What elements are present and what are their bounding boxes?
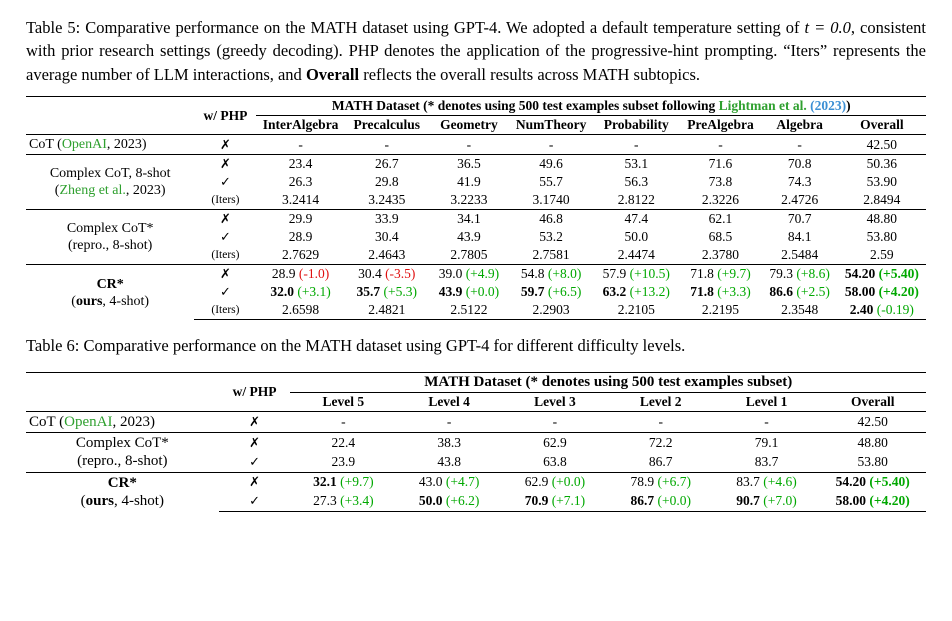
table5-cell: 29.8 <box>374 174 399 190</box>
table6-php-mark: ✗ <box>219 472 291 492</box>
table5-cell: 26.3 <box>288 174 313 190</box>
table-row <box>26 265 926 284</box>
table5-group-header <box>256 97 926 116</box>
table5-group-header-cite-year[interactable]: (2023) <box>810 98 847 114</box>
delta: (+7.1) <box>551 493 586 509</box>
delta: (-3.5) <box>385 266 416 282</box>
table5-cell: 2.2195 <box>679 301 761 320</box>
val: 28.9 <box>271 266 296 282</box>
table6-header-group-row <box>26 372 926 392</box>
label-paren: ( <box>54 183 60 199</box>
table5-col-overall: Overall <box>860 117 904 133</box>
table5-row-label-complex-cot-zheng-sub <box>29 182 191 199</box>
table5-php-mark: ✗ <box>194 155 256 174</box>
table5-cell: 26.7 <box>345 155 429 174</box>
table5-php-iters: (Iters) <box>211 194 240 207</box>
table5-cell: 84.1 <box>787 229 812 245</box>
table5-caption-text-1: Comparative performance on the MATH dataset using GPT-4. We adopted a default temperature setting of <box>85 18 805 37</box>
table5-caption-bold: Overall <box>305 64 360 84</box>
table5-php-mark: ✗ <box>194 265 256 284</box>
table5-cell: 29.9 <box>256 210 344 229</box>
table6-php-mark: ✓ <box>249 454 260 469</box>
table5-cell: 2.5122 <box>429 301 509 320</box>
table5-cell: 2.4643 <box>368 247 406 263</box>
delta: (+9.7) <box>340 474 374 490</box>
table5-corner-cell <box>26 97 194 116</box>
table5-row-label-repro-main: Complex CoT* <box>66 221 154 237</box>
table5-cell: 2.2903 <box>509 301 593 320</box>
table6-cell-overall: 53.80 <box>857 454 888 469</box>
table6-cell: - <box>714 411 820 432</box>
delta: (-0.19) <box>876 302 914 318</box>
table5-cell: 68.5 <box>708 229 733 245</box>
table5-wrapper <box>26 96 926 320</box>
delta: (+8.6) <box>796 266 830 282</box>
table5-cell: - <box>679 135 761 155</box>
delta: (+4.6) <box>763 474 797 490</box>
table5-cell: 49.6 <box>509 155 593 174</box>
table5-cell: 53.1 <box>593 155 679 174</box>
table5-row-label-repro-sub: (repro., 8-shot) <box>67 238 153 254</box>
table6-column-header-row <box>26 392 926 411</box>
table5-cell: 50.0 <box>624 229 649 245</box>
table6-wrapper <box>26 372 926 512</box>
table5-group-header-paren: ) <box>846 98 851 114</box>
table-row <box>26 411 926 432</box>
table5-col-numtheory: NumTheory <box>515 117 587 133</box>
table5-cell: 43.9 <box>457 229 481 245</box>
val: 30.4 <box>358 266 382 282</box>
table6-row-label-cot <box>26 411 219 432</box>
table6-cell: 62.9 <box>502 433 608 453</box>
table6 <box>26 372 926 512</box>
table6-cell: - <box>290 411 396 432</box>
table6-corner-cell <box>26 372 219 392</box>
table6-row-label-cot-text: CoT ( <box>29 413 65 430</box>
val: 32.1 <box>313 474 337 490</box>
table5-row-label-complex-cot-repro <box>26 210 194 265</box>
table6-cell: 43.8 <box>437 454 461 469</box>
val: 58.00 <box>835 493 867 509</box>
table6-col-level4: Level 4 <box>428 393 470 409</box>
val: 50.0 <box>418 493 443 509</box>
table5-cell-overall: 42.50 <box>838 135 926 155</box>
table5-cell <box>762 265 838 284</box>
val: 71.8 <box>690 266 714 282</box>
table5-row-label-cot-text: CoT ( <box>29 137 62 153</box>
val: 32.0 <box>270 284 294 300</box>
table5-cell: 3.2435 <box>368 192 406 208</box>
table5-col-geometry: Geometry <box>440 117 498 133</box>
table5-cell: 3.1740 <box>532 192 570 208</box>
table5-cell-overall <box>838 301 926 320</box>
table5-php-iters: (Iters) <box>194 301 256 320</box>
table5-cell-overall: 53.90 <box>866 174 898 190</box>
delta: (+7.0) <box>763 493 797 509</box>
table5-row-label-zheng-tail: , 2023) <box>125 183 166 199</box>
table5-cell: 36.5 <box>429 155 509 174</box>
table5-cell: - <box>593 135 679 155</box>
table5-php-mark: ✓ <box>219 229 231 245</box>
table6-col-level3: Level 3 <box>534 393 576 409</box>
table5-row-label-complex-cot-zheng <box>26 155 194 210</box>
table5-blank-col-header <box>26 116 194 135</box>
val: 43.0 <box>418 474 443 490</box>
table5-cell: - <box>509 135 593 155</box>
table6-cell: - <box>396 411 502 432</box>
table5-cell <box>256 283 344 301</box>
table5-cell: 33.9 <box>345 210 429 229</box>
table5-cell: - <box>256 135 344 155</box>
table6-cell: 22.4 <box>290 433 396 453</box>
table5-cell <box>256 265 344 284</box>
table6-blank-col-header <box>26 392 219 411</box>
val: 78.9 <box>630 474 655 490</box>
table5-php-iters: (Iters) <box>211 249 240 262</box>
val: 62.9 <box>524 474 549 490</box>
table6-cell: 23.9 <box>331 454 356 469</box>
delta: (+5.40) <box>878 266 919 282</box>
table5-cell <box>429 265 509 284</box>
table5-cell: 2.2105 <box>593 301 679 320</box>
delta: (+13.2) <box>629 284 670 300</box>
table6-group-header: MATH Dataset (* denotes using 500 test examples subset) <box>290 372 926 392</box>
table6-cell: 79.1 <box>714 433 820 453</box>
delta: (+6.2) <box>445 493 480 509</box>
table5-row-label-cot-tail: , 2023) <box>106 137 147 153</box>
table5-cell: 3.2233 <box>450 192 488 208</box>
table6-row-label-cr-sub: (ours, 4-shot) <box>80 492 164 509</box>
delta: (+3.3) <box>717 284 751 300</box>
table6-cell <box>608 472 714 492</box>
table5-cell <box>429 283 509 301</box>
table6-cell: 38.3 <box>396 433 502 453</box>
table6-cell: - <box>608 411 714 432</box>
table-row <box>26 135 926 155</box>
table5 <box>26 96 926 320</box>
delta: (+4.20) <box>869 493 910 509</box>
table6-cell: - <box>502 411 608 432</box>
table5-php-cot: ✗ <box>194 135 256 155</box>
table5-cell <box>345 265 429 284</box>
val: 43.9 <box>438 284 463 300</box>
table5-col-prealgebra: PreAlgebra <box>687 117 754 133</box>
table6-cell-overall <box>819 492 926 512</box>
val: 57.9 <box>602 266 627 282</box>
val: 39.0 <box>438 266 463 282</box>
table5-cell: 2.3226 <box>701 192 740 208</box>
table5-php-mark: ✗ <box>194 210 256 229</box>
table5-cell: 3.2414 <box>282 192 320 208</box>
table5-col-probability: Probability <box>603 117 669 133</box>
table6-cell: 72.2 <box>608 433 714 453</box>
val: 63.2 <box>602 284 627 300</box>
table5-group-header-cite-name[interactable]: Lightman et al. <box>718 98 807 114</box>
table5-cell: - <box>345 135 429 155</box>
val: 70.9 <box>524 493 549 509</box>
val: 27.3 <box>313 493 337 509</box>
table6-cell: 86.7 <box>648 454 673 469</box>
table5-cell-overall: 50.36 <box>838 155 926 174</box>
table6-row-label-repro-main: Complex CoT* <box>75 435 169 452</box>
val: 79.3 <box>769 266 793 282</box>
table6-php-header: w/ PHP <box>219 372 291 411</box>
table5-cell: 71.6 <box>679 155 761 174</box>
table5-cell: 73.8 <box>708 174 733 190</box>
table6-row-label-repro-sub: (repro., 8-shot) <box>77 453 168 470</box>
table6-caption <box>26 334 926 357</box>
table6-cell <box>714 472 820 492</box>
table5-caption-label: Table 5: <box>26 18 86 37</box>
delta: (+6.5) <box>547 284 582 300</box>
table5-col-algebra: Algebra <box>776 117 823 133</box>
delta: (+3.4) <box>340 493 374 509</box>
table6-cell: 83.7 <box>754 454 779 469</box>
table5-caption-math: t = 0.0 <box>804 18 851 37</box>
table5-cell-overall: 53.80 <box>866 229 898 245</box>
table5-cell: 2.7581 <box>532 247 570 263</box>
val: 58.00 <box>844 284 876 300</box>
delta: (+6.7) <box>657 474 691 490</box>
table5-cell <box>509 283 593 301</box>
table6-cell-overall: 48.80 <box>819 433 926 453</box>
table5-row-cite-zheng[interactable]: Zheng et al. <box>59 183 126 199</box>
table5-cell-overall: 2.8494 <box>863 192 901 208</box>
table6-php-mark: ✗ <box>219 411 291 432</box>
table5-cell: 2.4474 <box>617 247 655 263</box>
table5-cell-overall: 48.80 <box>838 210 926 229</box>
delta: (+4.9) <box>465 266 500 282</box>
table5-cell: 2.7805 <box>450 247 488 263</box>
val: 71.8 <box>690 284 714 300</box>
table6-col-level5: Level 5 <box>322 393 365 409</box>
val: 90.7 <box>736 493 760 509</box>
val: 54.20 <box>844 266 876 282</box>
table5-php-mark: ✓ <box>219 174 231 190</box>
table5-col-precalculus: Precalculus <box>353 117 420 133</box>
table5-cell: 2.3780 <box>701 247 740 263</box>
table6-col-level2: Level 2 <box>639 393 682 409</box>
table5-cell: 41.9 <box>457 174 481 190</box>
table6-row-label-complex-cot-repro <box>26 433 219 473</box>
table5-cell <box>345 283 429 301</box>
delta: (+0.0) <box>657 493 691 509</box>
table5-cell: 30.4 <box>374 229 399 245</box>
table6-col-level1: Level 1 <box>745 393 788 409</box>
table6-row-label-cot-tail: , 2023) <box>112 413 155 430</box>
table5-cell: 2.5484 <box>781 247 819 263</box>
table6-cell <box>608 492 714 512</box>
table5-cell: 70.8 <box>762 155 838 174</box>
table6-cell-overall: 42.50 <box>819 411 926 432</box>
table5-cell <box>679 265 761 284</box>
table5-cell: 46.8 <box>509 210 593 229</box>
delta: (+2.5) <box>796 284 830 300</box>
table5-cell: 2.8122 <box>617 192 655 208</box>
table6-row-label-cr-main: CR* <box>107 474 137 491</box>
delta: (+5.3) <box>383 284 417 300</box>
table5-row-label-complex-cot-zheng-main: Complex CoT, 8-shot <box>49 166 171 182</box>
table5-cell: 2.4821 <box>345 301 429 320</box>
val: 35.7 <box>356 284 381 300</box>
delta: (+4.20) <box>878 284 919 300</box>
table6-caption-label: Table 6: <box>26 336 84 356</box>
table5-cell <box>593 283 679 301</box>
val: 83.7 <box>736 474 760 490</box>
table6-cell <box>396 492 502 512</box>
table5-cell: 23.4 <box>256 155 344 174</box>
table6-php-mark: ✓ <box>219 492 291 512</box>
delta: (+8.0) <box>547 266 582 282</box>
table5-cell: 56.3 <box>624 174 649 190</box>
table6-caption-text: Comparative performance on the MATH dataset using GPT-4 for different difficulty levels. <box>83 336 686 356</box>
table5-php-header: w/ PHP <box>194 97 256 135</box>
table5-cell-overall <box>838 283 926 301</box>
table5-cell <box>679 283 761 301</box>
val: 86.6 <box>769 284 793 300</box>
delta: (+0.0) <box>465 284 500 300</box>
table5-cell: 55.7 <box>539 174 563 190</box>
delta: (+3.1) <box>297 284 331 300</box>
table-row <box>26 210 926 229</box>
table6-col-overall: Overall <box>850 393 895 409</box>
table6-row-label-cr-ours <box>26 472 219 511</box>
table5-column-header-row <box>26 116 926 135</box>
table6-cell <box>290 492 396 512</box>
delta: (-1.0) <box>298 266 330 282</box>
table5-caption-text-3: reflects the overall results across MATH subtopics. <box>359 64 701 84</box>
table5-header-group-row <box>26 97 926 116</box>
table5-cell <box>509 265 593 284</box>
table5-cell: 74.3 <box>787 174 812 190</box>
table5-cell: - <box>762 135 838 155</box>
table5-cell: 28.9 <box>288 229 313 245</box>
table5-group-header-pre: MATH Dataset (* denotes using 500 test examples subset following <box>331 98 719 114</box>
val: 54.8 <box>520 266 545 282</box>
table5-cell: 34.1 <box>429 210 509 229</box>
table5-cell: 53.2 <box>539 229 563 245</box>
table6-php-mark: ✗ <box>219 433 291 453</box>
delta: (+5.40) <box>869 474 910 490</box>
table6-cell <box>502 472 608 492</box>
table5-cell: 2.6598 <box>256 301 344 320</box>
table5-cell: - <box>429 135 509 155</box>
table5-cell: 2.4726 <box>781 192 819 208</box>
table-row <box>26 472 926 492</box>
delta: (+10.5) <box>629 266 670 282</box>
table-row <box>26 155 926 174</box>
val: 54.20 <box>835 474 867 490</box>
table5-row-label-cr-main: CR* <box>96 276 124 292</box>
table-row <box>26 433 926 453</box>
table5-caption-text-2: , consistent with prior research settings (greedy decoding). PHP denotes the application of the progressive-hint prompting. “Iters” represents the average number of LLM interactions, and <box>26 18 927 84</box>
table5-cell: 47.4 <box>593 210 679 229</box>
table6-cell <box>396 472 502 492</box>
table5-cell: 2.3548 <box>762 301 838 320</box>
table6-cell <box>502 492 608 512</box>
delta: (+9.7) <box>717 266 751 282</box>
table5-cell: 70.7 <box>762 210 838 229</box>
table5-cell: 2.7629 <box>282 247 320 263</box>
table5-row-label-cot-cite[interactable]: OpenAI <box>61 137 107 153</box>
table5-row-label-cr-ours <box>26 265 194 320</box>
val: 59.7 <box>520 284 545 300</box>
val: 2.40 <box>849 302 874 318</box>
table5-caption <box>26 16 926 86</box>
table5-cell-overall: 2.59 <box>870 247 894 263</box>
table5-cell: 62.1 <box>679 210 761 229</box>
table5-cell <box>593 265 679 284</box>
table5-cell <box>762 283 838 301</box>
table6-cell <box>714 492 820 512</box>
val: 86.7 <box>630 493 655 509</box>
table6-cell: 63.8 <box>543 454 567 469</box>
delta: (+4.7) <box>445 474 480 490</box>
table6-row-label-cot-cite[interactable]: OpenAI <box>64 413 113 430</box>
table6-cell-overall <box>819 472 926 492</box>
table5-cell-overall <box>838 265 926 284</box>
table5-col-interalgebra: InterAlgebra <box>262 117 339 133</box>
table5-row-label-cr-sub: (ours, 4-shot) <box>71 293 150 309</box>
delta: (+0.0) <box>551 474 586 490</box>
table5-php-mark: ✓ <box>219 284 231 300</box>
table5-row-label-cot <box>26 135 194 155</box>
table6-cell <box>290 472 396 492</box>
